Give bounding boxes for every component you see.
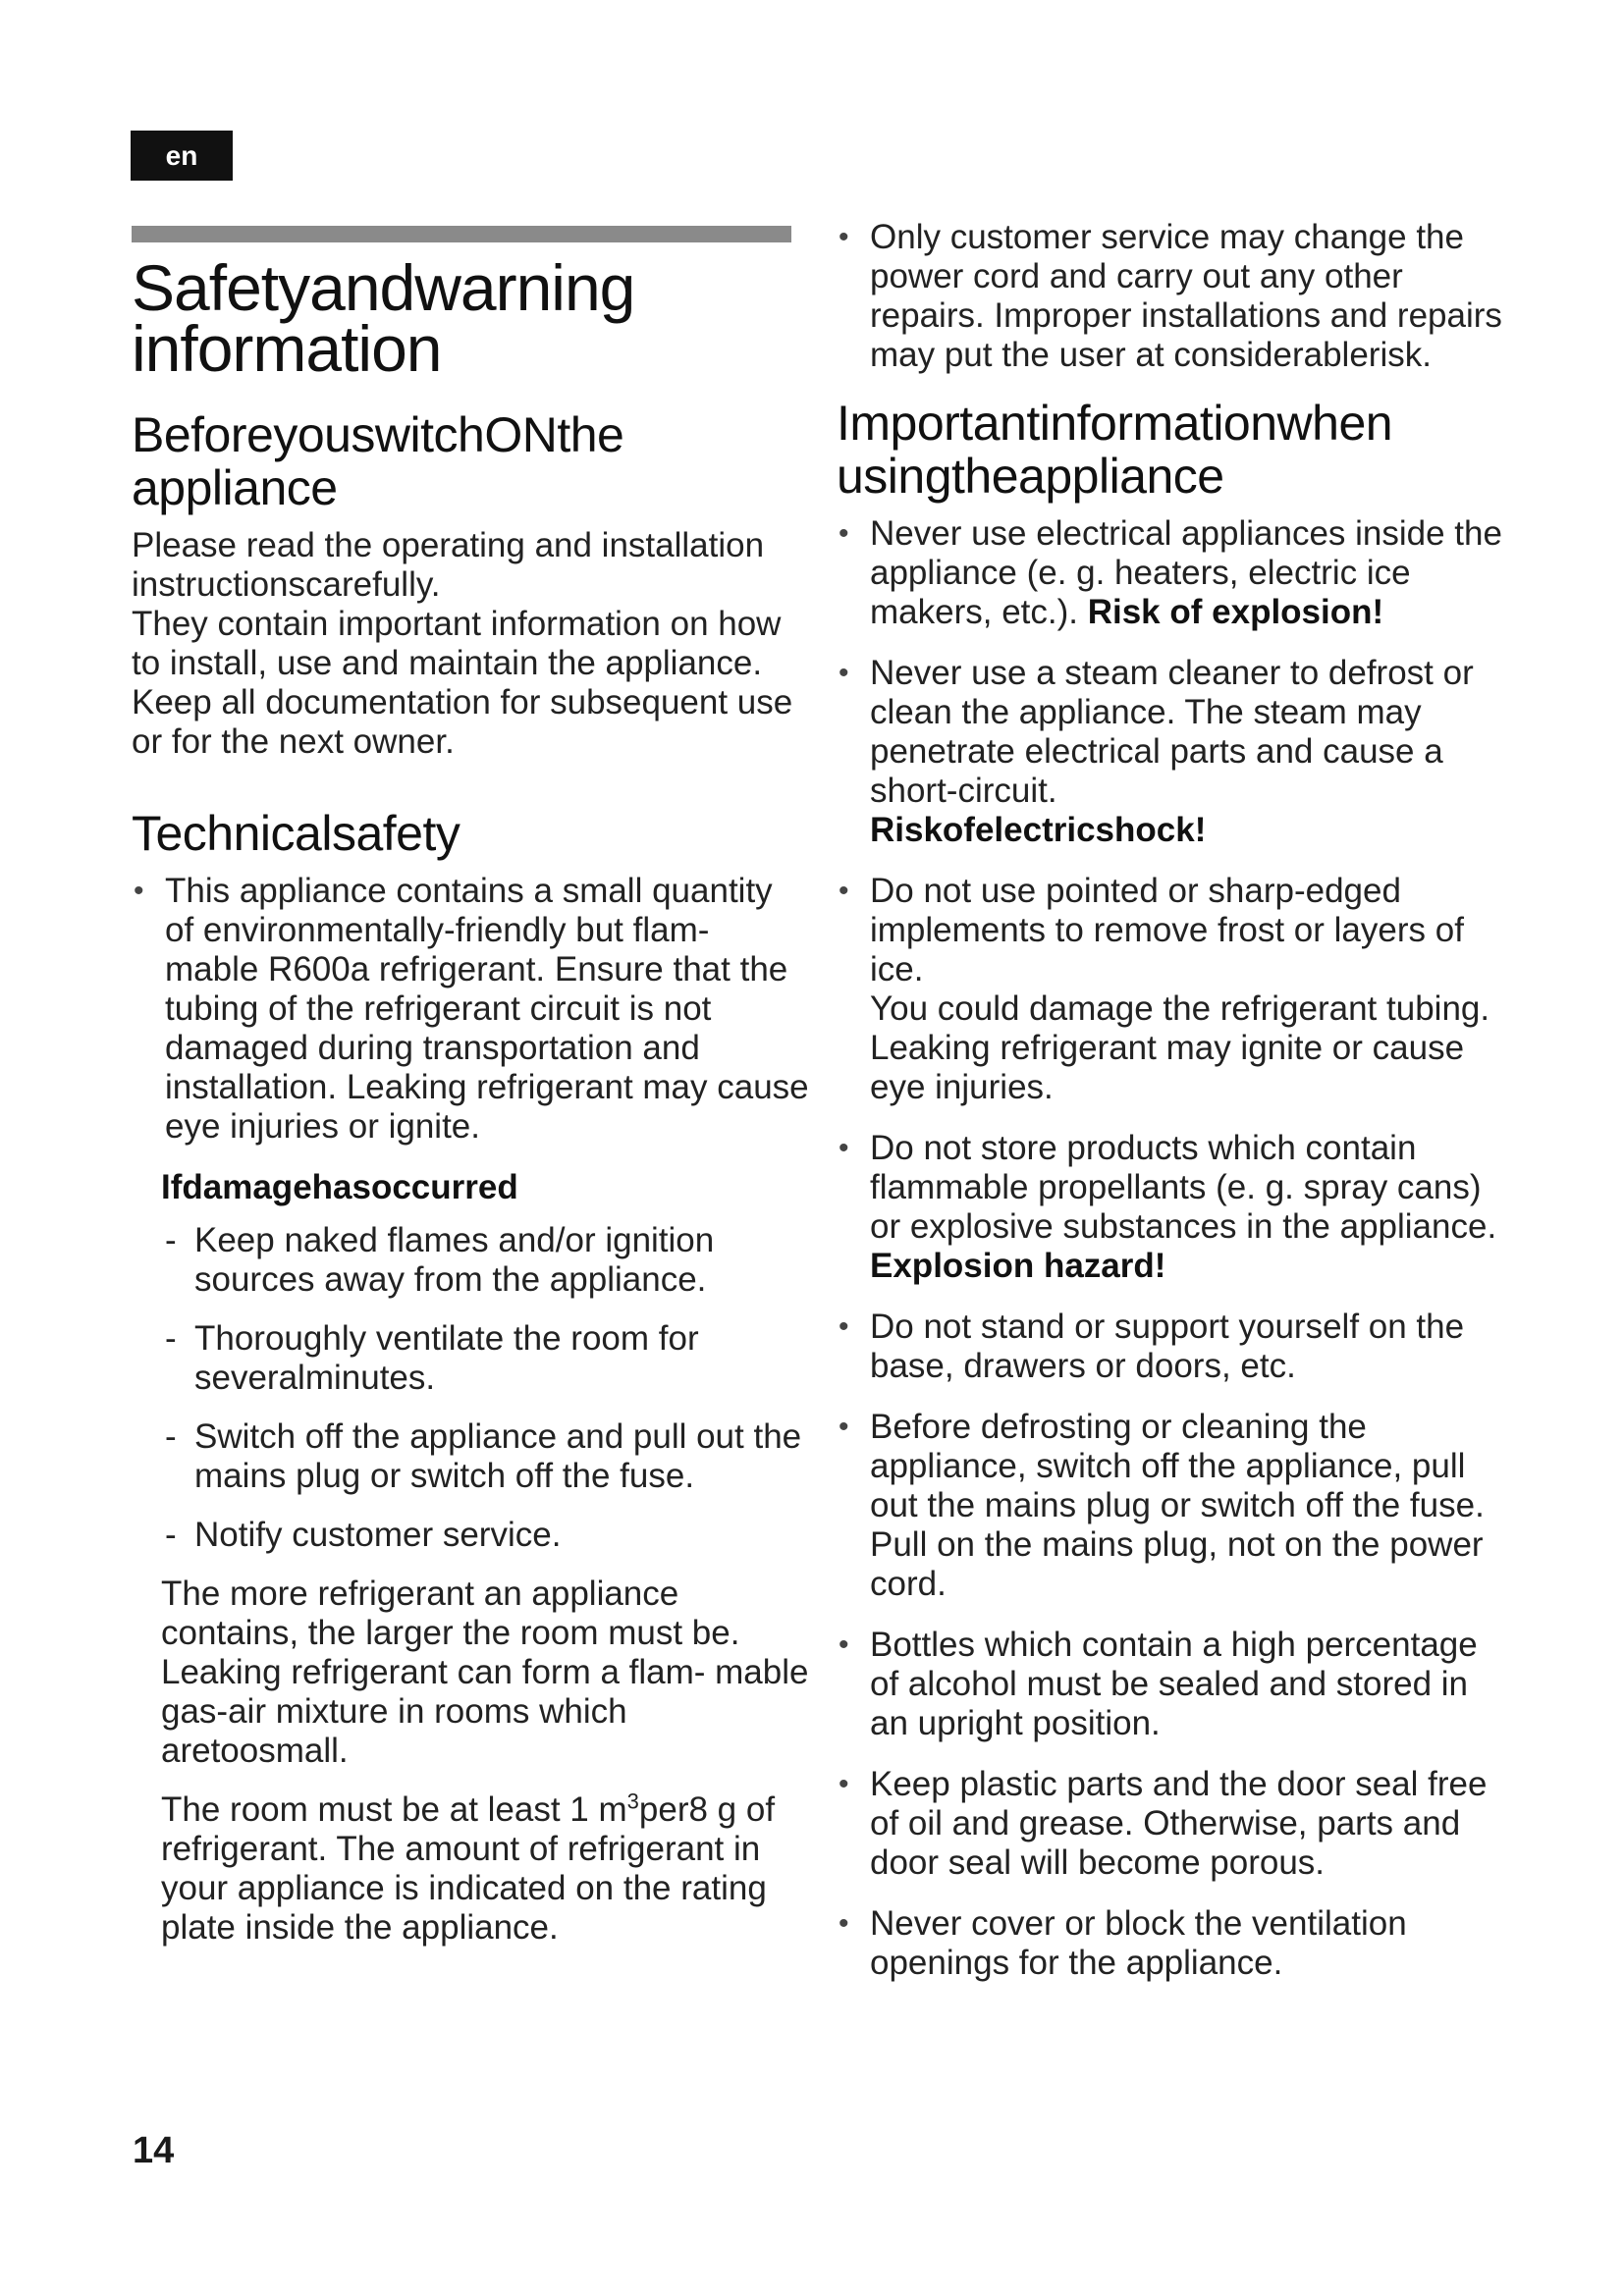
page-title — [132, 251, 809, 385]
list-item — [837, 514, 1514, 632]
item-text: Do not store products which contain flammable propellants (e. g. spray cans) or explosive substances in the appliance. — [870, 1129, 1497, 1246]
item-text: Pull on the mains plug, not on the power cord. — [870, 1525, 1484, 1603]
list-item — [837, 1765, 1514, 1883]
list-item — [837, 1904, 1514, 1983]
room-size-paragraph — [161, 1790, 809, 1948]
left-column — [132, 251, 809, 1967]
right-column — [837, 218, 1514, 2004]
page-title-line1: Safetyandwarning — [132, 251, 635, 324]
customer-service-list — [837, 218, 1514, 375]
technical-safety-heading: Technicalsafety — [132, 806, 460, 861]
list-item — [837, 654, 1514, 850]
item-text: You could damage the refrigerant tubing. Leaking refrigerant may ignite or cause eye injuries. — [870, 989, 1490, 1106]
important-info-heading — [837, 397, 1514, 503]
page-title-line2: information — [132, 312, 442, 385]
list-item: - Switch off the appliance and pull out the mains plug or switch off the fuse. — [161, 1417, 809, 1496]
item-text: Do not stand or support yourself on the base, drawers or doors, etc. — [870, 1308, 1465, 1385]
item-text: Keep plastic parts and the door seal free of oil and grease. Otherwise, parts and door seal will become porous. — [870, 1765, 1488, 1882]
list-item — [837, 1626, 1514, 1743]
warning-text: Risk of explosion! — [1087, 593, 1384, 631]
section-rule — [132, 226, 791, 242]
list-item: • This appliance contains a small quantity of environmentally-friendly but flam- mable R600a refrigerant. Ensure that the tubing of the refrigerant circuit is not damaged during transportation and installation. Leaking refrigerant may cause eye injuries or ignite. — [132, 872, 809, 1147]
before-heading — [132, 408, 809, 514]
item-text: Before defrosting or cleaning the appliance, switch off the appliance, pull out the mains plug or switch off the fuse. — [870, 1408, 1485, 1524]
item-text: Never use a steam cleaner to defrost or clean the appliance. The steam may penetrate electrical parts and cause a short-circuit. — [870, 654, 1474, 810]
list-item: • Only customer service may change the power cord and carry out any other repairs. Improper installations and repairs may put the user at considerablerisk. — [837, 218, 1514, 375]
item-text: Never use electrical appliances inside the appliance (e. g. heaters, electric ice makers, etc.). — [870, 514, 1502, 631]
before-heading-line2: appliance — [132, 460, 338, 515]
page-number: 14 — [133, 2130, 175, 2171]
damage-steps-list — [161, 1221, 809, 1555]
before-section — [132, 526, 809, 762]
before-paragraph: Please read the operating and installation instructionscarefully. — [132, 526, 765, 604]
list-item — [837, 1129, 1514, 1286]
technical-safety-list — [132, 872, 809, 1147]
list-item: - Notify customer service. — [161, 1516, 809, 1555]
room-text-post: per8 g of refrigerant. The amount of refrigerant in your appliance is indicated on the rating plate inside the appliance. — [161, 1790, 776, 1947]
list-item — [837, 872, 1514, 1107]
item-text: Do not use pointed or sharp-edged implements to remove frost or layers of ice. — [870, 872, 1464, 988]
refrigerant-paragraph: The more refrigerant an appliance contains, the larger the room must be. Leaking refrigerant can form a flam- mable gas-air mixture in rooms which aretoosmall. — [161, 1575, 809, 1770]
warning-text: Riskofelectricshock! — [870, 811, 1207, 849]
before-paragraph: Keep all documentation for subsequent use or for the next owner. — [132, 683, 793, 761]
before-paragraph: They contain important information on how to install, use and maintain the appliance. — [132, 605, 782, 682]
important-heading-line1: Importantinformationwhen — [837, 396, 1393, 451]
before-heading-line1: BeforeyouswitchONthe — [132, 407, 624, 462]
room-text-sup: 3 — [626, 1789, 639, 1814]
important-info-list — [837, 514, 1514, 1983]
warning-text: Explosion hazard! — [870, 1247, 1166, 1285]
room-text-pre: The room must be at least 1 m — [161, 1790, 627, 1829]
important-heading-line2: usingtheappliance — [837, 449, 1224, 504]
item-text: Never cover or block the ventilation openings for the appliance. — [870, 1904, 1407, 1982]
list-item — [837, 1408, 1514, 1604]
list-item — [837, 1308, 1514, 1386]
item-text: Bottles which contain a high percentage of alcohol must be sealed and stored in an upright position. — [870, 1626, 1478, 1742]
language-tag: en — [131, 131, 233, 181]
damage-subheading: Ifdamagehasoccurred — [161, 1168, 518, 1206]
list-item: - Keep naked flames and/or ignition sources away from the appliance. — [161, 1221, 809, 1300]
list-item: - Thoroughly ventilate the room for severalminutes. — [161, 1319, 809, 1398]
